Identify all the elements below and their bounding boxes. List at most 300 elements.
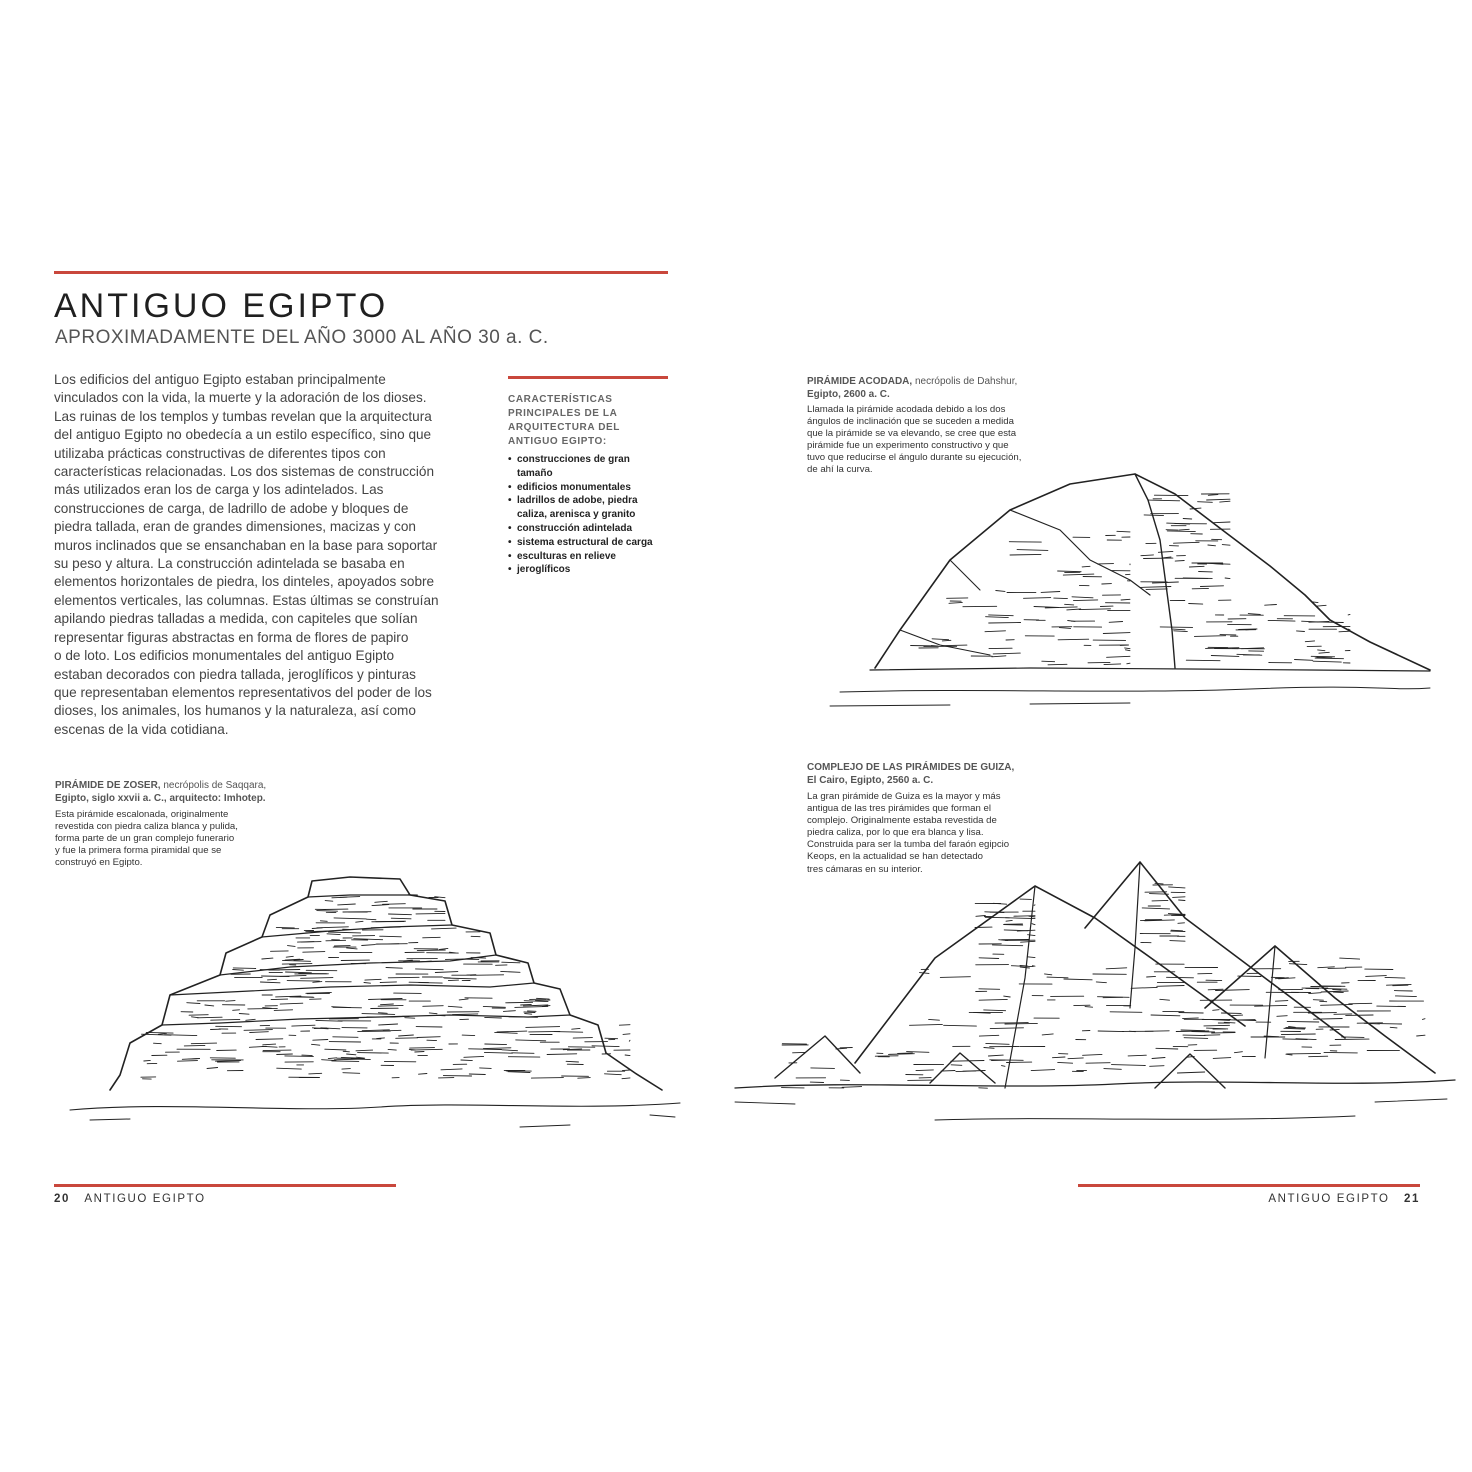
sketch-stroke <box>1220 501 1230 502</box>
sketch-stroke <box>441 1069 462 1070</box>
sketch-stroke <box>480 1068 492 1069</box>
sketch-stroke <box>572 1028 580 1029</box>
sketch-stroke <box>1104 1069 1121 1070</box>
sketch-stroke <box>979 999 1007 1000</box>
sketch-stroke <box>1277 1016 1287 1017</box>
sketch-stroke <box>1289 964 1306 965</box>
zoser-pyramid-illustration <box>50 875 690 1145</box>
intro-line: elementos horizontales de piedra, los dinteles, apoyados sobre <box>54 574 435 590</box>
sketch-stroke <box>1204 1035 1220 1036</box>
sketch-stroke <box>1340 958 1360 959</box>
sketch-stroke <box>1034 607 1059 608</box>
sketch-stroke <box>1045 974 1052 975</box>
sketch-stroke <box>338 904 356 905</box>
sketch-stroke <box>1169 887 1185 888</box>
sketch-stroke <box>1286 1027 1306 1028</box>
sketch-stroke <box>405 1018 415 1019</box>
sketch-stroke <box>429 1013 437 1014</box>
sketch-stroke <box>889 1054 915 1055</box>
sketch-stroke <box>248 1008 277 1009</box>
sketch-stroke <box>502 1050 518 1051</box>
sketch-stroke <box>1194 636 1225 637</box>
sketch-stroke <box>526 1027 560 1028</box>
guiza-pyramids-illustration <box>735 858 1455 1148</box>
sketch-stroke <box>910 1024 943 1025</box>
intro-line: construcciones de carga, de ladrillo de adobe y bloques de <box>54 500 409 516</box>
sketch-stroke <box>1121 599 1130 600</box>
sketch-stroke <box>1265 605 1277 606</box>
sketch-stroke <box>993 653 1020 654</box>
sketch-stroke <box>622 1070 630 1071</box>
sketch-stroke <box>1042 661 1055 662</box>
guiza-caption-line: La gran pirámide de Guiza es la mayor y más <box>807 791 1001 802</box>
sketch-stroke <box>448 1006 462 1007</box>
sketch-stroke <box>1125 648 1130 649</box>
sketch-stroke <box>375 901 388 902</box>
sketch-stroke <box>365 979 381 980</box>
sketch-stroke <box>554 1032 583 1033</box>
sketch-stroke <box>1208 545 1216 546</box>
sketch-stroke <box>1002 1066 1006 1067</box>
sketch-stroke <box>1150 894 1169 895</box>
characteristics-heading-line: ANTIGUO EGIPTO: <box>508 436 607 447</box>
sketch-stroke <box>942 645 967 646</box>
sketch-stroke <box>1207 499 1230 500</box>
sketch-stroke <box>320 921 327 922</box>
sketch-stroke <box>619 1025 630 1026</box>
sketch-stroke <box>1142 908 1169 909</box>
sketch-stroke <box>328 1058 336 1059</box>
sketch-stroke <box>1284 1028 1305 1029</box>
sketch-stroke <box>1041 592 1060 593</box>
sketch-stroke <box>436 1015 445 1016</box>
intro-line: su peso y altura. La construcción adintelada se basaba en <box>54 556 405 572</box>
sketch-stroke <box>547 1054 577 1055</box>
sketch-stroke <box>362 945 375 946</box>
sketch-stroke <box>1079 609 1110 610</box>
intro-line: muros inclinados que se ensanchaban en la base para soportar <box>54 537 438 553</box>
sketch-stroke <box>287 981 319 982</box>
sketch-stroke <box>364 983 371 984</box>
sketch-stroke <box>1287 1053 1321 1054</box>
sketch-stroke <box>317 927 349 928</box>
sketch-stroke <box>1190 508 1201 509</box>
sketch-stroke <box>516 1040 546 1041</box>
sketch-stroke <box>1309 1056 1328 1057</box>
sketch-stroke <box>423 1006 443 1007</box>
sketch-stroke <box>376 944 399 945</box>
sketch-stroke <box>1028 935 1035 936</box>
sketch-stroke <box>372 905 389 906</box>
zoser-caption-line: construyó en Egipto. <box>55 857 143 869</box>
sketch-stroke <box>277 1068 302 1069</box>
sketch-stroke <box>1321 991 1348 992</box>
intro-line: Las ruinas de los templos y tumbas revelan que la arquitectura <box>54 408 432 424</box>
sketch-stroke <box>207 1068 218 1069</box>
sketch-stroke <box>509 1017 538 1018</box>
guiza-caption-line: tres cámaras en su interior. <box>807 863 923 875</box>
sketch-stroke <box>416 969 444 970</box>
sketch-stroke <box>1158 551 1173 552</box>
sketch-stroke <box>605 1038 618 1039</box>
zoser-name: PIRÁMIDE DE ZOSER, <box>55 780 161 791</box>
sketch-stroke <box>158 1033 166 1034</box>
sketch-stroke <box>303 952 325 953</box>
sketch-stroke <box>1183 1018 1199 1019</box>
sketch-stroke <box>362 1014 395 1015</box>
sketch-stroke <box>1237 654 1262 655</box>
sketch-stroke <box>423 937 441 938</box>
sketch-stroke <box>233 1010 240 1011</box>
sketch-stroke <box>1058 639 1089 640</box>
sketch-stroke <box>146 1032 173 1033</box>
guiza-detail-2: El Cairo, Egipto, 2560 a. C. <box>807 774 934 786</box>
sketch-stroke <box>1053 1057 1066 1058</box>
sketch-stroke <box>1063 574 1094 575</box>
sketch-stroke <box>1248 614 1260 615</box>
sketch-stroke <box>1330 1029 1339 1030</box>
sketch-stroke <box>1348 614 1350 615</box>
sketch-stroke <box>379 1024 398 1025</box>
intro-line: apilando piedras talladas a medida, con capiteles que solían <box>54 611 418 627</box>
sidebar-rule <box>508 376 668 379</box>
sketch-stroke <box>515 1006 548 1007</box>
sketch-stroke <box>951 1065 962 1066</box>
acodada-caption-line: Llamada la pirámide acodada debido a los dos <box>807 404 1006 415</box>
sketch-stroke <box>1177 1072 1204 1073</box>
sketch-stroke <box>1047 977 1068 978</box>
sketch-stroke <box>292 1025 315 1026</box>
sketch-stroke <box>1160 627 1192 628</box>
sketch-stroke <box>907 1052 929 1053</box>
sketch-stroke <box>1098 1031 1124 1032</box>
sketch-stroke <box>942 640 951 641</box>
sketch-stroke <box>309 1073 322 1074</box>
sketch-stroke <box>1178 923 1185 924</box>
acodada-caption-text <box>807 404 1087 477</box>
intro-line: vinculados con la vida, la muerte y la adoración de los dioses. <box>54 390 427 406</box>
guiza-caption-line: Keops, en la actualidad se han detectado <box>807 851 984 863</box>
page-subtitle: APROXIMADAMENTE DEL AÑO 3000 AL AÑO 30 a. C. <box>55 327 549 348</box>
sketch-stroke <box>277 1054 293 1055</box>
sketch-stroke <box>342 1069 350 1070</box>
sketch-stroke <box>1316 605 1326 606</box>
sketch-stroke <box>325 1049 346 1050</box>
sketch-stroke <box>205 1005 214 1006</box>
sketch-stroke <box>535 1000 550 1001</box>
sketch-stroke <box>471 958 486 959</box>
sketch-stroke <box>986 617 1009 618</box>
sketch-stroke <box>1029 916 1035 917</box>
sketch-stroke <box>260 970 279 971</box>
intro-line: dioses, los animales, los humanos y la naturaleza, así como <box>54 703 416 719</box>
sketch-stroke <box>1059 628 1070 629</box>
page-number-left: 20 <box>54 1193 70 1205</box>
sketch-stroke <box>1085 1007 1093 1008</box>
sketch-stroke <box>461 1060 472 1061</box>
sketch-stroke <box>1151 1015 1180 1016</box>
characteristics-heading-line: PRINCIPALES DE LA <box>508 408 618 419</box>
sketch-stroke <box>313 982 322 983</box>
characteristics-heading <box>508 393 658 449</box>
sketch-stroke <box>313 1040 328 1041</box>
sketch-stroke <box>356 1050 373 1051</box>
footer-left <box>54 1193 206 1205</box>
sketch-stroke <box>951 1061 984 1062</box>
characteristics-item: • esculturas en relieve <box>508 550 668 564</box>
sketch-stroke <box>189 1015 208 1016</box>
sketch-stroke <box>578 1078 590 1079</box>
sketch-stroke <box>294 960 303 961</box>
sketch-stroke <box>469 1074 485 1075</box>
sketch-stroke <box>1186 660 1220 661</box>
sketch-stroke <box>1175 561 1184 562</box>
characteristics-item: • edificios monumentales <box>508 481 668 495</box>
sketch-stroke <box>211 1019 240 1020</box>
sketch-stroke <box>285 1056 314 1057</box>
sketch-stroke <box>388 977 419 978</box>
sketch-stroke <box>985 917 1009 918</box>
sketch-stroke <box>1006 920 1012 921</box>
sketch-stroke <box>1112 1065 1146 1066</box>
sketch-stroke <box>192 1017 199 1018</box>
zoser-caption-line: Esta pirámide escalonada, originalmente <box>55 809 229 820</box>
intro-line: que representaban elementos representativos del poder de los <box>54 684 432 700</box>
sketch-stroke <box>1323 988 1347 989</box>
sketch-stroke <box>298 942 315 943</box>
sketch-stroke <box>286 972 312 973</box>
acodada-detail: necrópolis de Dahshur, <box>912 376 1018 387</box>
sketch-stroke <box>312 1044 320 1045</box>
sketch-stroke <box>416 913 445 914</box>
sketch-stroke <box>419 983 442 984</box>
sketch-stroke <box>1157 986 1184 987</box>
page-title: ANTIGUO EGIPTO <box>54 287 389 325</box>
zoser-detail-2: Egipto, siglo xxvii a. C., arquitecto: Imhotep. <box>55 792 266 804</box>
sketch-stroke <box>1072 597 1093 598</box>
sketch-stroke <box>1189 566 1204 567</box>
acodada-caption-title <box>807 376 1107 401</box>
sketch-stroke <box>929 1019 940 1020</box>
sketch-stroke <box>1174 631 1188 632</box>
sketch-stroke <box>525 1014 532 1015</box>
sketch-stroke <box>1287 1021 1319 1022</box>
sketch-stroke <box>979 1035 998 1036</box>
sketch-stroke <box>246 1019 255 1020</box>
sketch-stroke <box>1167 531 1195 532</box>
guiza-caption-title <box>807 762 1127 787</box>
intro-line: piedra tallada, eran de grandes dimensiones, macizas y con <box>54 519 416 535</box>
intro-line: del antiguo Egipto no obedecía a un estilo específico, sino que <box>54 427 432 443</box>
sketch-stroke <box>334 1059 364 1060</box>
intro-line: estaban decorados con piedra tallada, jeroglíficos y pinturas <box>54 666 416 682</box>
sketch-stroke <box>512 1053 534 1054</box>
characteristics-heading-line: CARACTERÍSTICAS <box>508 394 613 405</box>
sketch-stroke <box>1364 1023 1379 1024</box>
guiza-caption-line: antigua de las tres pirámides que forman el <box>807 803 991 815</box>
sketch-stroke <box>623 1034 630 1035</box>
sketch-stroke <box>1305 641 1314 642</box>
sketch-stroke <box>1207 1028 1228 1029</box>
sketch-stroke <box>1006 918 1035 919</box>
sketch-stroke <box>367 919 376 920</box>
sketch-stroke <box>1117 531 1130 532</box>
acodada-caption-line: tuvo que reducirse el ángulo durante su ejecución, <box>807 452 1022 464</box>
sketch-stroke <box>573 1038 592 1039</box>
sketch-stroke <box>1390 1027 1397 1028</box>
intro-line: utilizaba prácticas constructivas de diferentes tipos con <box>54 445 386 461</box>
sketch-stroke <box>1068 1058 1083 1059</box>
sketch-stroke <box>286 956 293 957</box>
sketch-stroke <box>1395 996 1416 997</box>
sketch-stroke <box>1032 966 1035 967</box>
sketch-stroke <box>1086 1063 1110 1064</box>
sketch-stroke <box>1147 976 1156 977</box>
sketch-stroke <box>144 1060 151 1061</box>
sketch-stroke <box>409 1049 415 1050</box>
sketch-stroke <box>524 1012 535 1013</box>
sketch-stroke <box>1074 600 1098 601</box>
sketch-stroke <box>216 1061 241 1062</box>
characteristics-item: • ladrillos de adobe, piedra caliza, arenisca y granito <box>508 494 668 522</box>
acodada-caption-line: que la pirámide se va elevando, se cree que esta <box>807 428 1017 440</box>
sketch-stroke <box>1214 522 1230 523</box>
intro-line: escenas de la vida cotidiana. <box>54 721 229 737</box>
sketch-stroke <box>1058 1062 1073 1063</box>
sketch-stroke <box>1366 976 1387 977</box>
sketch-stroke <box>197 1017 222 1018</box>
sketch-stroke <box>462 1035 475 1036</box>
sketch-stroke <box>944 1025 977 1026</box>
sketch-stroke <box>898 1053 913 1054</box>
running-title-left: ANTIGUO EGIPTO <box>84 1193 206 1205</box>
sketch-stroke <box>380 936 402 937</box>
sketch-stroke <box>1342 1037 1364 1038</box>
sketch-stroke <box>1225 578 1230 579</box>
sketch-stroke <box>415 1052 424 1053</box>
zoser-caption-line: revestida con piedra caliza blanca y pulida, <box>55 821 238 833</box>
sketch-stroke <box>1315 658 1343 659</box>
sketch-stroke <box>419 1074 427 1075</box>
sketch-stroke <box>1083 1054 1102 1055</box>
sketch-stroke <box>996 591 1005 592</box>
sketch-stroke <box>233 968 255 969</box>
sketch-stroke <box>1027 957 1035 958</box>
acodada-caption-line: ángulos de inclinación que se suceden a medida <box>807 416 1014 428</box>
sketch-stroke <box>483 1048 511 1049</box>
sketch-stroke <box>1032 924 1035 925</box>
guiza-caption-line: complejo. Originalmente estaba revestida de <box>807 815 997 827</box>
sketch-stroke <box>464 1056 484 1057</box>
sketch-stroke <box>435 972 458 973</box>
sketch-stroke <box>1213 1010 1219 1011</box>
sketch-stroke <box>1156 1048 1178 1049</box>
sketch-stroke <box>811 1068 835 1069</box>
sketch-stroke <box>1128 1055 1146 1056</box>
sketch-stroke <box>1064 979 1092 980</box>
sketch-stroke <box>497 1031 527 1032</box>
sketch-stroke <box>1104 664 1121 665</box>
intro-line: representar figuras abstractas en forma de flores de papiro <box>54 629 409 645</box>
zoser-caption-line: forma parte de un gran complejo funerario <box>55 833 235 845</box>
zoser-caption-text <box>55 809 315 869</box>
sketch-stroke <box>288 946 296 947</box>
sketch-stroke <box>979 989 1000 990</box>
sketch-stroke <box>1422 1019 1425 1020</box>
sketch-stroke <box>1155 883 1163 884</box>
sketch-stroke <box>276 927 294 928</box>
sketch-stroke <box>327 934 340 935</box>
sketch-stroke <box>233 970 244 971</box>
sketch-stroke <box>380 982 396 983</box>
sketch-stroke <box>1131 987 1157 988</box>
sketch-stroke <box>383 1030 401 1031</box>
sketch-stroke <box>226 1001 235 1002</box>
sketch-stroke <box>1170 941 1185 942</box>
sketch-stroke <box>1324 1052 1357 1053</box>
sketch-stroke <box>1054 598 1068 599</box>
acodada-caption-line: pirámide fue un experimento constructivo y que <box>807 440 1009 452</box>
sketch-stroke <box>501 971 520 972</box>
sketch-stroke <box>1333 992 1343 993</box>
sketch-stroke <box>178 1061 198 1062</box>
sketch-stroke <box>262 1046 277 1047</box>
sketch-stroke <box>483 1006 505 1007</box>
sketch-stroke <box>1148 500 1180 501</box>
sketch-stroke <box>1031 1070 1054 1071</box>
characteristics-item: • sistema estructural de carga <box>508 536 668 550</box>
sketch-stroke <box>629 1040 630 1041</box>
sketch-stroke <box>1065 604 1074 605</box>
sketch-stroke <box>1318 967 1335 968</box>
sketch-stroke <box>1281 1034 1315 1035</box>
sketch-stroke <box>989 623 1021 624</box>
sketch-stroke <box>263 1050 291 1051</box>
sketch-stroke <box>1234 1052 1242 1053</box>
sketch-stroke <box>1106 968 1127 969</box>
intro-line: más utilizados eran los de carga y los adintelados. Las <box>54 482 384 498</box>
sketch-stroke <box>280 1003 303 1004</box>
sketch-stroke <box>386 968 402 969</box>
sketch-stroke <box>1160 999 1170 1000</box>
sketch-stroke <box>333 1037 358 1038</box>
sketch-stroke <box>1144 515 1163 516</box>
sketch-stroke <box>1318 650 1325 651</box>
characteristics-list <box>508 453 668 577</box>
sketch-stroke <box>417 1037 440 1038</box>
sketch-stroke <box>1024 598 1051 599</box>
sketch-stroke <box>1109 622 1122 623</box>
sketch-stroke <box>439 948 448 949</box>
sketch-stroke <box>1058 571 1082 572</box>
sketch-stroke <box>1211 656 1239 657</box>
zoser-caption-line: y fue la primera forma piramidal que se <box>55 845 222 857</box>
sketch-stroke <box>1297 631 1305 632</box>
sketch-stroke <box>1005 1023 1038 1024</box>
sketch-stroke <box>503 1011 515 1012</box>
sketch-stroke <box>1184 1038 1208 1039</box>
sketch-stroke <box>302 1055 312 1056</box>
sketch-stroke <box>271 999 288 1000</box>
sketch-stroke <box>377 1038 385 1039</box>
sketch-stroke <box>1107 656 1130 657</box>
footer-right <box>1268 1193 1420 1205</box>
sketch-stroke <box>381 1004 394 1005</box>
sketch-stroke <box>1189 604 1203 605</box>
sketch-stroke <box>484 1052 512 1053</box>
sketch-stroke <box>1200 586 1223 587</box>
sketch-stroke <box>283 960 311 961</box>
